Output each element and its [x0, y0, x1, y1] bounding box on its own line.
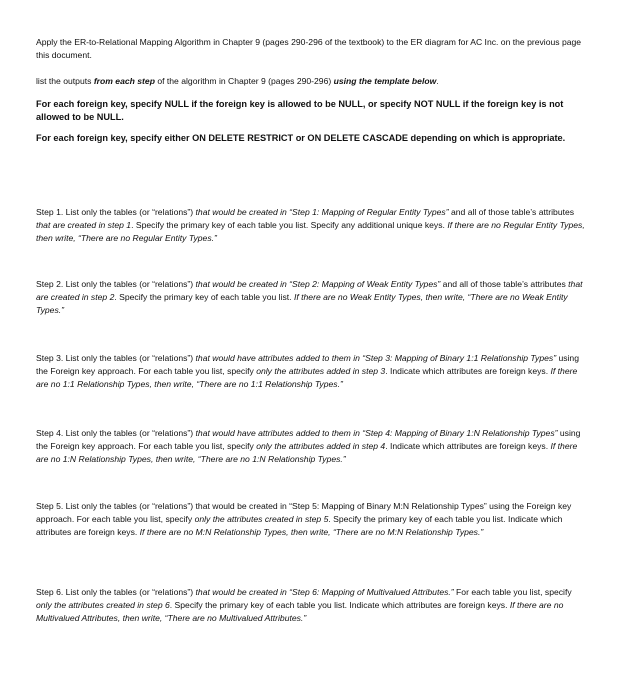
step-2-text-c: . Specify the primary key of each table you list. — [114, 292, 294, 302]
step-2-italic-a: that would be created in “Step 2: Mapping of Weak Entity Types” — [195, 279, 441, 289]
step-5-paragraph — [36, 500, 588, 539]
step-5-italic-a: only the attributes created in step 5 — [194, 514, 329, 524]
step-4-italic-b: only the attributes added in step 4 — [256, 441, 386, 451]
step-6-paragraph — [36, 586, 588, 625]
step-6-text-b: For each table you list, specify — [453, 587, 572, 597]
document-header — [36, 36, 588, 145]
step-6-text-c: . Specify the primary key of each table you list. Indicate which attributes are foreign keys. — [169, 600, 510, 610]
step-4-text: Step 4. List only the tables (or “relations”) — [36, 428, 196, 438]
template-text-b: from each step — [93, 76, 155, 86]
intro-paragraph: Apply the ER-to-Relational Mapping Algorithm in Chapter 9 (pages 290-296 of the textbook) to the ER diagram for AC Inc. on the previous page this document. — [36, 37, 582, 60]
step-5-text: Step 5. List only the tables (or “relations”) that would be created in “Step 5: Mapping of Binary M:N Relationship Types” using the Foreign key approach. For each table you list, specify — [36, 501, 572, 524]
step-2-italic-c: If there are no Weak Entity Types, then write, “There are no Weak Entity Types.” — [36, 292, 568, 315]
step-3-paragraph — [36, 352, 588, 391]
step-3-italic-b: only the attributes added in step 3 — [256, 366, 386, 376]
step-2-italic-b: that are created in step 2 — [36, 279, 583, 302]
step-6-italic-b: only the attributes created in step 6 — [36, 600, 170, 610]
step-3-italic-a: that would have attributes added to them in “Step 3: Mapping of Binary 1:1 Relationship Types” — [195, 353, 557, 363]
step-2-paragraph — [36, 278, 588, 317]
step-4-paragraph — [36, 427, 588, 466]
step-4-text-c: . Indicate which attributes are foreign keys. — [385, 441, 551, 451]
step-1-italic-b: that are created in step 1 — [36, 220, 132, 230]
template-text-e: . — [436, 76, 439, 86]
step-2-text-b: and all of those table’s attributes — [440, 279, 569, 289]
step-4-italic-c: If there are no 1:N Relationship Types, then write, “There are no 1:N Relationship Types.” — [36, 441, 578, 464]
step-4-italic-a: that would have attributes added to them in “Step 4: Mapping of Binary 1:N Relationship Types” — [195, 428, 558, 438]
step-2-text: Step 2. List only the tables (or “relations”) — [36, 279, 196, 289]
step-1-paragraph — [36, 206, 588, 245]
template-text-a: list the outputs — [36, 76, 94, 86]
step-3-italic-c: If there are no 1:1 Relationship Types, then write, “There are no 1:1 Relationship Types.” — [36, 366, 578, 389]
step-3-text-b: using the Foreign key approach. For each table you list, specify — [36, 353, 579, 376]
step-6-italic-a: that would be created in “Step 6: Mapping of Multivalued Attributes.” — [195, 587, 454, 597]
step-3-text-c: . Indicate which attributes are foreign keys. — [385, 366, 551, 376]
instruction-on-delete: For each foreign key, specify either ON DELETE RESTRICT or ON DELETE CASCADE depending on which is appropriate. — [36, 133, 566, 143]
step-4-text-b: using the Foreign key approach. For each table you list, specify — [36, 428, 581, 451]
step-6-italic-c: If there are no Multivalued Attributes, then write, “There are no Multivalued Attributes.” — [36, 600, 564, 623]
step-5-text-b: . Specify the primary key of each table you list. Indicate which attributes are foreign keys. — [36, 514, 563, 537]
step-1-text-c: . Specify the primary key of each table you list. Specify any additional unique keys. — [131, 220, 448, 230]
step-3-text: Step 3. List only the tables (or “relations”) — [36, 353, 196, 363]
step-1-italic-a: that would be created in “Step 1: Mapping of Regular Entity Types” — [195, 207, 449, 217]
step-5-italic-b: If there are no M:N Relationship Types, then write, “There are no M:N Relationship Types.” — [139, 527, 484, 537]
template-line — [36, 75, 588, 88]
template-text-d: using the template below — [333, 76, 437, 86]
template-text-c: of the algorithm in Chapter 9 (pages 290-296) — [154, 76, 334, 86]
step-1-text-b: and all of those table’s attributes — [448, 207, 575, 217]
step-1-italic-c: If there are no Regular Entity Types, then write, “There are no Regular Entity Types.” — [36, 220, 585, 243]
instruction-null: For each foreign key, specify NULL if the foreign key is allowed to be NULL, or specify NOT NULL if the foreign key is not allowed to be NULL. — [36, 99, 564, 122]
step-6-text: Step 6. List only the tables (or “relations”) — [36, 587, 196, 597]
step-1-text: Step 1. List only the tables (or “relations”) — [36, 207, 196, 217]
